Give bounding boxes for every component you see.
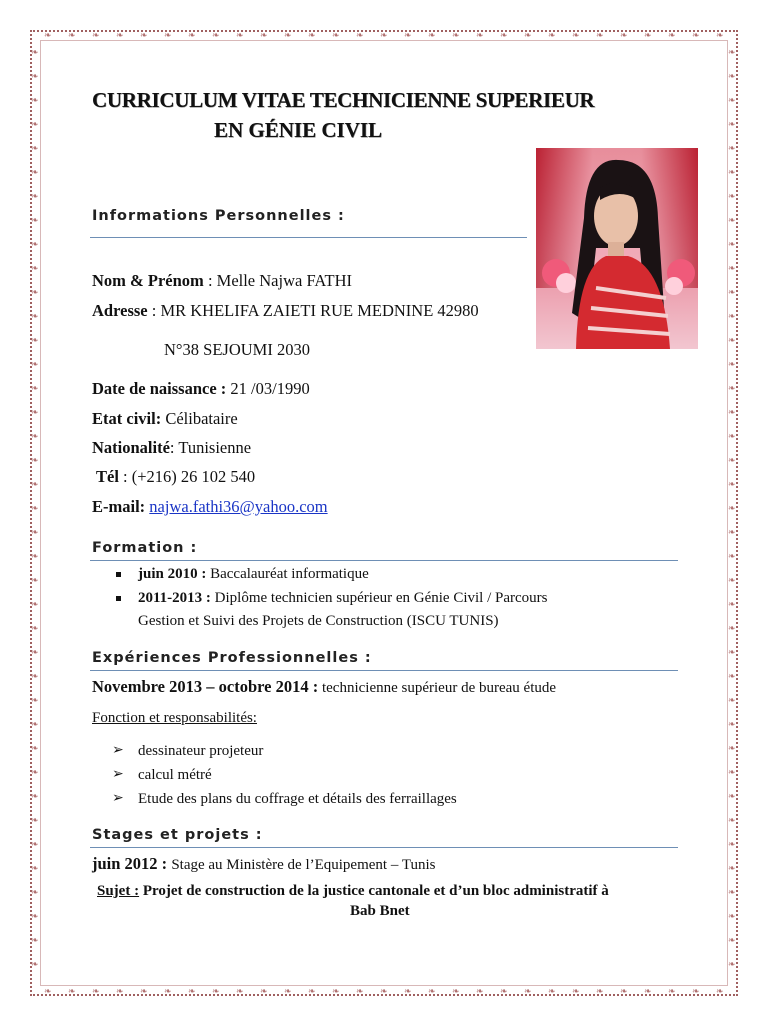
border-ornament: ❧	[31, 263, 39, 273]
border-ornament: ❧	[728, 407, 736, 417]
border-ornament: ❧	[728, 167, 736, 177]
border-ornament: ❧	[620, 30, 628, 40]
border-ornament: ❧	[716, 986, 724, 996]
experience-role: technicienne supérieur de bureau étude	[318, 680, 557, 696]
arrow-bullet-icon: ➢	[112, 767, 124, 782]
border-ornament: ❧	[668, 30, 676, 40]
square-bullet-icon	[116, 596, 121, 601]
formation-item-1	[138, 566, 369, 583]
border-ornament: ❧	[728, 695, 736, 705]
border-ornament: ❧	[31, 431, 39, 441]
border-ornament: ❧	[164, 986, 172, 996]
border-ornament: ❧	[644, 30, 652, 40]
border-ornament: ❧	[31, 407, 39, 417]
border-ornament: ❧	[68, 30, 76, 40]
formation-text-1: Baccalauréat informatique	[206, 566, 369, 582]
border-ornament: ❧	[31, 167, 39, 177]
border-ornament: ❧	[728, 287, 736, 297]
border-ornament: ❧	[728, 119, 736, 129]
border-ornament: ❧	[31, 455, 39, 465]
border-ornament: ❧	[92, 30, 100, 40]
border-ornament: ❧	[260, 30, 268, 40]
border-ornament: ❧	[188, 986, 196, 996]
border-ornament: ❧	[164, 30, 172, 40]
border-ornament: ❧	[31, 287, 39, 297]
email-row	[92, 497, 328, 517]
border-ornament: ❧	[380, 986, 388, 996]
border-ornament: ❧	[44, 30, 52, 40]
function-item-3: Etude des plans du coffrage et détails des ferraillages	[138, 791, 457, 807]
section-heading-personal: Informations Personnelles :	[92, 208, 345, 224]
border-ornament: ❧	[476, 986, 484, 996]
border-ornament: ❧	[728, 599, 736, 609]
border-ornament: ❧	[728, 95, 736, 105]
border-ornament: ❧	[728, 335, 736, 345]
name-label: Nom & Prénom	[92, 271, 204, 290]
address-label: Adresse	[92, 301, 148, 320]
border-ornament: ❧	[284, 30, 292, 40]
border-ornament: ❧	[596, 986, 604, 996]
experience-row	[92, 677, 556, 697]
border-ornament: ❧	[620, 986, 628, 996]
border-ornament: ❧	[31, 671, 39, 681]
section-heading-formation: Formation :	[92, 540, 198, 556]
subject-row	[97, 883, 609, 900]
border-ornament: ❧	[404, 30, 412, 40]
border-ornament: ❧	[728, 647, 736, 657]
section-heading-stages: Stages et projets :	[92, 827, 263, 843]
border-ornament: ❧	[31, 335, 39, 345]
border-ornament: ❧	[356, 30, 364, 40]
border-ornament: ❧	[188, 30, 196, 40]
border-ornament: ❧	[716, 30, 724, 40]
cv-title-line1: CURRICULUM VITAE TECHNICIENNE SUPERIEUR	[92, 88, 595, 112]
border-ornament: ❧	[31, 551, 39, 561]
border-ornament: ❧	[728, 575, 736, 585]
address-line2: N°38 SEJOUMI 2030	[164, 340, 310, 359]
border-ornament: ❧	[728, 911, 736, 921]
border-ornament: ❧	[548, 986, 556, 996]
section-heading-experience: Expériences Professionnelles :	[92, 650, 372, 666]
civil-row	[92, 409, 238, 429]
border-ornament: ❧	[728, 311, 736, 321]
border-ornament: ❧	[212, 30, 220, 40]
border-ornament: ❧	[31, 815, 39, 825]
birth-value: 21 /03/1990	[226, 379, 310, 398]
border-ornament: ❧	[31, 911, 39, 921]
border-ornament: ❧	[31, 767, 39, 777]
address-row	[92, 301, 479, 321]
formation-item-2	[138, 590, 548, 607]
border-ornament: ❧	[31, 359, 39, 369]
border-ornament: ❧	[728, 71, 736, 81]
border-ornament: ❧	[31, 959, 39, 969]
border-ornament: ❧	[92, 986, 100, 996]
border-ornament: ❧	[728, 527, 736, 537]
border-ornament: ❧	[524, 986, 532, 996]
border-ornament: ❧	[452, 986, 460, 996]
subject-label: Sujet :	[97, 883, 140, 899]
arrow-bullet-icon: ➢	[112, 743, 124, 758]
border-ornament: ❧	[31, 575, 39, 585]
border-ornament: ❧	[548, 30, 556, 40]
formation-text-2-cont: Gestion et Suivi des Projets de Construction (ISCU TUNIS)	[138, 613, 499, 629]
formation-date-2: 2011-2013 :	[138, 590, 211, 606]
border-ornament: ❧	[428, 986, 436, 996]
nationality-row	[92, 438, 251, 458]
border-ornament: ❧	[236, 30, 244, 40]
stage-date: juin 2012 :	[92, 854, 168, 873]
border-ornament: ❧	[31, 527, 39, 537]
border-ornament: ❧	[308, 986, 316, 996]
border-ornament: ❧	[31, 719, 39, 729]
border-ornament: ❧	[404, 986, 412, 996]
section-rule-formation	[90, 560, 678, 561]
border-ornament: ❧	[31, 47, 39, 57]
stage-row	[92, 854, 435, 874]
border-ornament: ❧	[31, 695, 39, 705]
border-ornament: ❧	[728, 263, 736, 273]
nationality-label: Nationalité	[92, 438, 170, 457]
border-ornament: ❧	[728, 887, 736, 897]
border-ornament: ❧	[31, 647, 39, 657]
border-ornament: ❧	[692, 986, 700, 996]
border-ornament: ❧	[31, 743, 39, 753]
border-ornament: ❧	[728, 359, 736, 369]
border-ornament: ❧	[500, 30, 508, 40]
border-ornament: ❧	[140, 30, 148, 40]
arrow-bullet-icon: ➢	[112, 791, 124, 806]
border-ornament: ❧	[644, 986, 652, 996]
border-ornament: ❧	[260, 986, 268, 996]
border-ornament: ❧	[31, 239, 39, 249]
border-ornament: ❧	[116, 30, 124, 40]
border-ornament: ❧	[728, 191, 736, 201]
border-ornament: ❧	[31, 887, 39, 897]
border-ornament: ❧	[728, 743, 736, 753]
border-ornament: ❧	[31, 71, 39, 81]
border-ornament: ❧	[31, 935, 39, 945]
tel-row	[96, 467, 255, 487]
border-ornament: ❧	[428, 30, 436, 40]
civil-label: Etat civil:	[92, 409, 162, 428]
border-ornament: ❧	[728, 671, 736, 681]
name-value: : Melle Najwa FATHI	[203, 271, 352, 290]
border-ornament: ❧	[728, 719, 736, 729]
border-ornament: ❧	[728, 863, 736, 873]
birth-label: Date de naissance :	[92, 379, 227, 398]
border-ornament: ❧	[452, 30, 460, 40]
border-ornament: ❧	[728, 479, 736, 489]
border-ornament: ❧	[728, 239, 736, 249]
formation-date-1: juin 2010 :	[138, 566, 207, 582]
border-ornament: ❧	[728, 215, 736, 225]
border-ornament: ❧	[31, 791, 39, 801]
square-bullet-icon	[116, 572, 121, 577]
border-ornament: ❧	[380, 30, 388, 40]
border-ornament: ❧	[728, 623, 736, 633]
border-ornament: ❧	[692, 30, 700, 40]
formation-text-2: Diplôme technicien supérieur en Génie Civil / Parcours	[210, 590, 548, 606]
border-ornament: ❧	[332, 30, 340, 40]
border-ornament: ❧	[31, 215, 39, 225]
border-ornament: ❧	[728, 767, 736, 777]
border-ornament: ❧	[284, 986, 292, 996]
border-ornament: ❧	[728, 383, 736, 393]
functions-label: Fonction et responsabilités:	[92, 710, 257, 726]
border-ornament: ❧	[668, 986, 676, 996]
border-ornament: ❧	[140, 986, 148, 996]
border-ornament: ❧	[31, 383, 39, 393]
border-ornament: ❧	[212, 986, 220, 996]
border-ornament: ❧	[572, 986, 580, 996]
border-ornament: ❧	[728, 143, 736, 153]
border-ornament: ❧	[524, 30, 532, 40]
border-ornament: ❧	[31, 863, 39, 873]
border-ornament: ❧	[31, 119, 39, 129]
function-item-2: calcul métré	[138, 767, 212, 783]
border-ornament: ❧	[44, 986, 52, 996]
border-ornament: ❧	[236, 986, 244, 996]
border-ornament: ❧	[31, 479, 39, 489]
border-ornament: ❧	[728, 935, 736, 945]
border-ornament: ❧	[596, 30, 604, 40]
border-ornament: ❧	[31, 311, 39, 321]
border-ornament: ❧	[500, 986, 508, 996]
border-ornament: ❧	[728, 503, 736, 513]
border-ornament: ❧	[68, 986, 76, 996]
subject-text: Projet de construction de la justice cantonale et d’un bloc administratif à	[139, 883, 609, 899]
cv-title-line2: EN GÉNIE CIVIL	[214, 118, 383, 142]
border-ornament: ❧	[308, 30, 316, 40]
name-row	[92, 271, 352, 291]
subject-text-cont: Bab Bnet	[350, 903, 410, 919]
border-ornament: ❧	[728, 551, 736, 561]
tel-label: Tél	[96, 467, 119, 486]
email-label: E-mail:	[92, 497, 146, 516]
border-ornament: ❧	[31, 623, 39, 633]
border-ornament: ❧	[31, 839, 39, 849]
experience-period: Novembre 2013 – octobre 2014 :	[92, 677, 319, 696]
border-ornament: ❧	[31, 503, 39, 513]
section-rule-personal	[90, 237, 527, 238]
border-ornament: ❧	[116, 986, 124, 996]
border-ornament: ❧	[728, 839, 736, 849]
stage-place: – Tunis	[387, 857, 436, 873]
border-ornament: ❧	[728, 791, 736, 801]
border-ornament: ❧	[332, 986, 340, 996]
tel-value: : (+216) 26 102 540	[118, 467, 256, 486]
border-ornament: ❧	[728, 815, 736, 825]
border-ornament: ❧	[728, 455, 736, 465]
profile-photo	[536, 148, 698, 349]
stage-text: Stage au Ministère de l’Equipement	[171, 857, 388, 873]
border-ornament: ❧	[31, 95, 39, 105]
email-link[interactable]: najwa.fathi36@yahoo.com	[149, 497, 328, 516]
section-rule-experience	[90, 670, 678, 671]
function-item-1: dessinateur projeteur	[138, 743, 264, 759]
border-ornament: ❧	[728, 431, 736, 441]
birth-row	[92, 379, 310, 399]
border-ornament: ❧	[356, 986, 364, 996]
civil-value: Célibataire	[161, 409, 238, 428]
border-ornament: ❧	[476, 30, 484, 40]
section-rule-stages	[90, 847, 678, 848]
border-ornament: ❧	[728, 47, 736, 57]
border-ornament: ❧	[31, 143, 39, 153]
border-ornament: ❧	[31, 599, 39, 609]
border-ornament: ❧	[728, 959, 736, 969]
address-value: : MR KHELIFA ZAIETI RUE MEDNINE 42980	[147, 301, 479, 320]
border-ornament: ❧	[572, 30, 580, 40]
border-ornament: ❧	[31, 191, 39, 201]
nationality-value: : Tunisienne	[169, 438, 252, 457]
